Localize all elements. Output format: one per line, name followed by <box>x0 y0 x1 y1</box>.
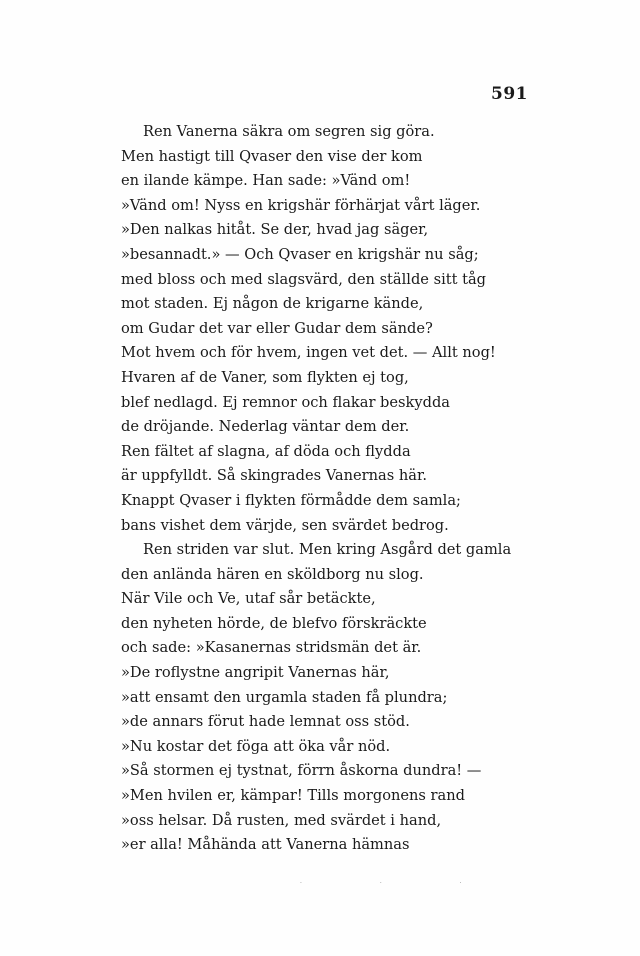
verse-line: »de annars förut hade lemnat oss stöd. <box>121 713 410 731</box>
verse-line: Ren Vanerna säkra om segren sig göra. <box>143 123 435 140</box>
verse-line: och sade: »Kasanernas stridsmän det är. <box>121 639 422 657</box>
verse-line: den anlända hären en sköldborg nu slog. <box>121 565 424 583</box>
verse-line: om Gudar det var eller Gudar dem sände? <box>121 319 433 337</box>
verse-line: de dröjande. Nederlag väntar dem der. <box>121 418 410 436</box>
verse-line: »att ensamt den urgamla staden få plundra; <box>121 688 448 706</box>
verse-line: »Så stormen ej tystnat, förrn åskorna dundra! — <box>121 762 482 780</box>
verse-line: mot staden. Ej någon de krigarne kände, <box>121 295 424 313</box>
verse-line: Ren striden var slut. Men kring Asgård det gamla <box>143 541 512 558</box>
verse-line: »Vänd om! Nyss en krigshär förhärjat vårt läger. <box>121 196 481 214</box>
verse-line: är uppfylldt. Så skingrades Vanernas här. <box>121 467 427 485</box>
verse-line: »De roflystne angripit Vanernas här, <box>121 663 390 681</box>
verse-line: den nyheten hörde, de blefvo förskräckte <box>121 614 427 632</box>
verse-line: »oss helsar. Då rusten, med svärdet i hand, <box>121 811 442 829</box>
verse-line: Knappt Qvaser i flykten förmådde dem samla; <box>121 491 461 509</box>
verse-line: bans vishet dem värjde, sen svärdet bedrog. <box>121 516 449 534</box>
verse-line: med bloss och med slagsvärd, den ställde sitt tåg <box>121 270 487 288</box>
verse-line: Mot hvem och för hvem, ingen vet det. — Allt nog! <box>121 344 496 362</box>
verse-line: Hvaren af de Vaner, som flykten ej tog, <box>121 368 409 386</box>
verse-line: Men hastigt till Qvaser den vise der kom <box>121 147 423 165</box>
verse-line: När Vile och Ve, utaf sår betäckte, <box>121 590 376 608</box>
verse-line: en ilande kämpe. Han sade: »Vänd om! <box>121 172 411 190</box>
stanza-1 <box>121 120 591 538</box>
verse-line: »Men hvilen er, kämpar! Tills morgonens rand <box>121 786 465 804</box>
verse-line: »Den nalkas hitåt. Se der, hvad jag säger, <box>121 221 429 239</box>
stanza-2 <box>121 538 591 858</box>
verse-line: »besannadt.» — Och Qvaser en krigshär nu såg; <box>121 245 479 263</box>
verse-line: »er alla! Måhända att Vanerna hämnas <box>121 836 410 854</box>
paper-specks: · · · <box>300 880 500 887</box>
verse-line: Ren fältet af slagna, af döda och flydda <box>121 442 411 460</box>
page-number: 591 <box>491 84 528 104</box>
verse-line: blef nedlagd. Ej remnor och flakar beskydda <box>121 393 450 411</box>
verse-line: »Nu kostar det föga att öka vår nöd. <box>121 737 391 755</box>
